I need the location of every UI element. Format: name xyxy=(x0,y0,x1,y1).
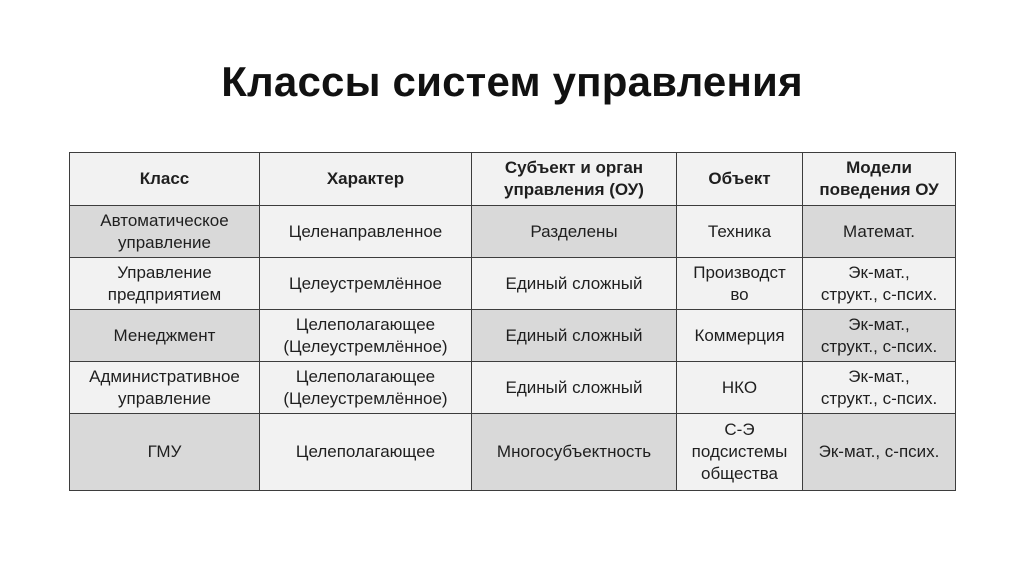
cell-subject: Единый сложный xyxy=(472,362,677,414)
cell-object: Коммерция xyxy=(677,310,803,362)
table-row xyxy=(70,206,956,258)
cell-subject: Единый сложный xyxy=(472,258,677,310)
cell-class: Управление предприятием xyxy=(70,258,260,310)
cell-object: Техника xyxy=(677,206,803,258)
header-object: Объект xyxy=(677,153,803,206)
cell-object: Производст во xyxy=(677,258,803,310)
page-title: Классы систем управления xyxy=(221,58,803,105)
cell-subject: Многосубъектность xyxy=(472,414,677,491)
cell-models: Эк-мат., структ., с-псих. xyxy=(803,258,956,310)
table-row xyxy=(70,258,956,310)
cell-subject: Единый сложный xyxy=(472,310,677,362)
table-row xyxy=(70,414,956,491)
cell-object: С-Э подсистемы общества xyxy=(677,414,803,491)
table-row xyxy=(70,310,956,362)
cell-class: Автоматическое управление xyxy=(70,206,260,258)
cell-subject: Разделены xyxy=(472,206,677,258)
cell-class: Административное управление xyxy=(70,362,260,414)
cell-character: Целеполагающее xyxy=(260,414,472,491)
header-subject-organ: Субъект и орган управления (ОУ) xyxy=(472,153,677,206)
classes-table xyxy=(69,152,956,491)
header-behavior-models: Модели поведения ОУ xyxy=(803,153,956,206)
cell-object: НКО xyxy=(677,362,803,414)
cell-models: Эк-мат., с-псих. xyxy=(803,414,956,491)
cell-character: Целенаправленное xyxy=(260,206,472,258)
table-row xyxy=(70,362,956,414)
cell-character: Целеустремлённое xyxy=(260,258,472,310)
header-class: Класс xyxy=(70,153,260,206)
cell-models: Математ. xyxy=(803,206,956,258)
table-header-row xyxy=(70,153,956,206)
cell-character: Целеполагающее (Целеустремлённое) xyxy=(260,310,472,362)
cell-models: Эк-мат., структ., с-псих. xyxy=(803,310,956,362)
cell-class: ГМУ xyxy=(70,414,260,491)
cell-character: Целеполагающее (Целеустремлённое) xyxy=(260,362,472,414)
header-character: Характер xyxy=(260,153,472,206)
cell-class: Менеджмент xyxy=(70,310,260,362)
cell-models: Эк-мат., структ., с-псих. xyxy=(803,362,956,414)
